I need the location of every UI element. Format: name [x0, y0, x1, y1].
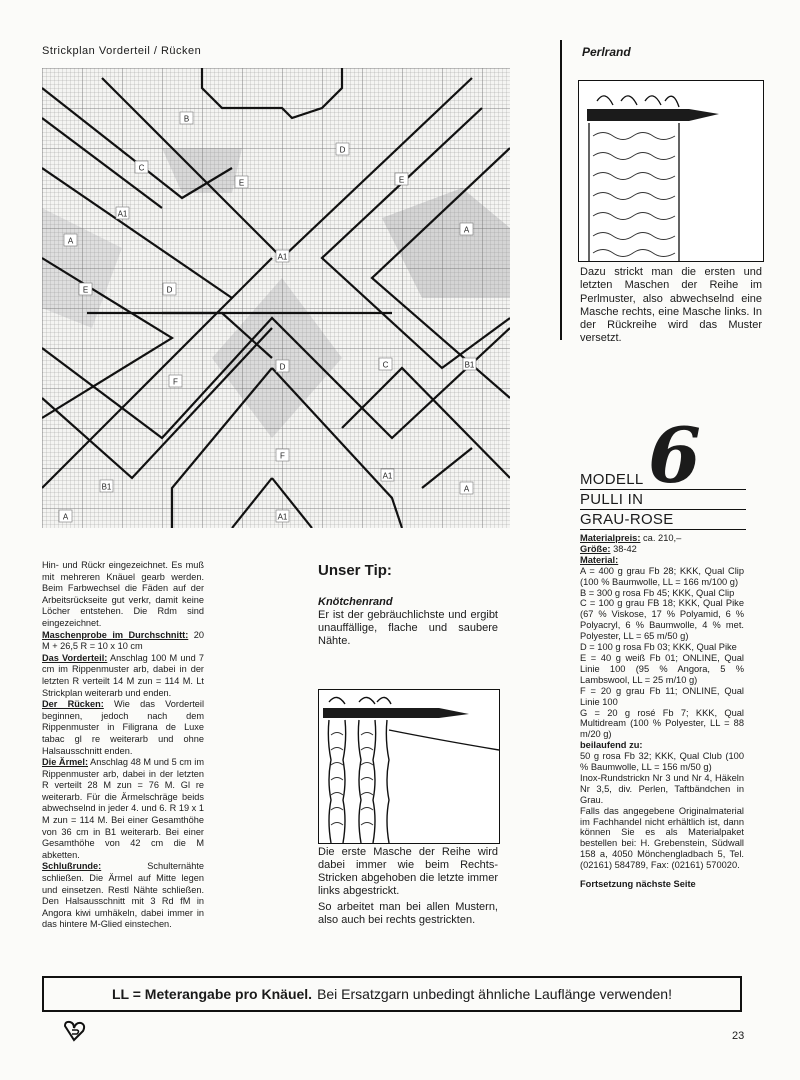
ruecken-text: Wie das Vorderteil beginnen, jedoch nach dem Rippenmuster in Filigrana de Luxe tabac gl re weiterarb und ohne Halsausschnitt enden. — [42, 699, 204, 756]
svg-text:D: D — [279, 362, 286, 372]
knoetchenrand-caption-1: Die erste Masche der Reihe wird dabei immer wie beim Rechts-Stricken abgehoben die letzte immer links abgestrickt. — [318, 846, 498, 897]
materials-list — [580, 533, 744, 890]
maschenprobe-heading: Maschenprobe im Durchschnitt: — [42, 629, 189, 640]
modell-line-1: MODELL — [580, 470, 746, 490]
intro-text: Hin- und Rückr eingezeichnet. Es muß mit mehreren Knäuel gearb werden. Beim Farbwechsel die Fäden auf der Arbeitsrückseite gut verkr, damit keine Löcher entstehen. Die Rdm sind eingezeichnet. — [42, 560, 204, 628]
materialpreis-value: ca. 210,– — [640, 533, 682, 543]
chart-zone-label — [379, 358, 392, 370]
svg-text:C: C — [138, 163, 145, 173]
svg-text:A1: A1 — [117, 209, 128, 219]
chart-zone-label — [79, 283, 92, 295]
svg-text:A: A — [67, 236, 74, 246]
beilaufend-heading: beilaufend zu: — [580, 740, 643, 751]
page-number: 23 — [732, 1030, 745, 1042]
perlrand-illustration — [578, 80, 764, 262]
perlrand-text: Dazu strickt man die ersten und letzten Maschen der Reihe im Perlmuster, also abwechselnd eine Masche rechts, eine Masche links. In der Rückreihe wird das Muster versetzt. — [580, 266, 762, 345]
chart-zone-label — [460, 223, 473, 235]
chart-zone-label — [116, 207, 129, 219]
svg-text:E: E — [82, 285, 89, 295]
material-d: D = 100 g rosa Fb 03; KKK, Qual Pike — [580, 642, 737, 653]
chart-zone-label — [100, 480, 113, 492]
schlussrunde-heading: Schlußrunde: — [42, 861, 102, 872]
material-f: F = 20 g grau Fb 11; ONLINE, Qual Linie 100 — [580, 685, 744, 707]
chart-zone-label — [336, 143, 349, 155]
groesse-value: 38-42 — [610, 543, 637, 554]
perlrand-needle-illustration — [579, 81, 763, 261]
svg-text:A: A — [463, 225, 470, 235]
beilaufend-text: 50 g rosa Fb 32; KKK, Qual Club (100 % Baumwolle, LL = 156 m/50 g) — [580, 751, 744, 773]
svg-text:A: A — [62, 512, 69, 522]
material-b: B = 300 g rosa Fb 45; KKK, Qual Clip — [580, 587, 735, 598]
knitting-needle-illustration — [319, 690, 499, 843]
svg-text:A: A — [463, 484, 470, 494]
publisher-logo — [62, 1020, 88, 1047]
chart-zone-label — [235, 176, 248, 188]
bezugsquelle-text: Falls das angegebene Originalmaterial im Fachhandel nicht erhältlich ist, dann können Sie es als Materialpaket bestellen bei: H. Grebenstein, Südwall 158 a, 4050 Mönchengladbach 5, Tel. (02161) 584789, Fax: (02161) 570020. — [580, 805, 744, 871]
svg-text:A1: A1 — [382, 471, 393, 481]
modell-line-2: PULLI IN — [580, 490, 746, 510]
maschenprobe-text: 20 M + 26,5 R = 10 x 10 cm — [42, 629, 204, 652]
svg-text:E: E — [398, 175, 405, 185]
chart-zone-label — [169, 375, 182, 387]
knoetchenrand-illustration — [318, 689, 500, 844]
ruecken-heading: Der Rücken: — [42, 699, 104, 710]
chart-zone-label — [163, 283, 176, 295]
svg-text:A1: A1 — [277, 512, 288, 522]
svg-text:F: F — [173, 377, 178, 387]
chart-zone-label — [276, 510, 289, 522]
knitting-chart-grid — [42, 68, 510, 528]
chart-zone-label — [395, 173, 408, 185]
svg-text:D: D — [339, 145, 346, 155]
chart-zone-label — [276, 360, 289, 372]
vorderteil-text: Anschlag 100 M und 7 cm im Rippenmuster arb, dabei in der letzten R verteilt 14 M zun = 114 M. Lt Strickplan weiterarb und enden. — [42, 652, 204, 698]
heart-logo-icon — [62, 1020, 88, 1042]
perlrand-title: Perlrand — [582, 45, 631, 59]
modell-heading — [580, 470, 746, 530]
knoetchenrand-text: Er ist der gebräuchlichste und ergibt unauffällige, flache und saubere Nähte. — [318, 609, 498, 647]
knoetchenrand-caption-2: So arbeitet man bei allen Mustern, also auch bei rechts gestrickten. — [318, 901, 498, 926]
svg-text:B1: B1 — [101, 482, 112, 492]
material-a: A = 400 g grau Fb 28; KKK, Qual Clip (100 % Baumwolle, LL = 166 m/100 g) — [580, 565, 744, 587]
fortsetzung-text: Fortsetzung nächste Seite — [580, 879, 696, 890]
chart-zone-label — [460, 482, 473, 494]
aermel-text: Anschlag 48 M und 5 cm im Rippenmuster arb, dabei in der letzten R verteilt 28 M zun = 76 M. Gl re weiterarb. Für die Ärmelschräge beids abwechselnd in jeder 4. und 6. R 19 x 1 M zun = 114 M. Bei einer Gesamthöhe von 36 cm in B1 weiterarb. Bei einer Gesamthöhe von 42 cm die M abketten. — [42, 757, 204, 860]
chart-title: Strickplan Vorderteil / Rücken — [42, 45, 202, 57]
vorderteil-heading: Das Vorderteil: — [42, 652, 108, 663]
column-divider — [560, 40, 562, 340]
svg-text:A1: A1 — [277, 252, 288, 262]
chart-zone-label — [381, 469, 394, 481]
aermel-heading: Die Ärmel: — [42, 757, 89, 768]
material-g: G = 20 g rosé Fb 7; KKK, Qual Multidream (100 % Polyester, LL = 88 m/20 g) — [580, 707, 744, 740]
materialpreis-heading: Materialpreis: — [580, 533, 641, 543]
chart-zone-label — [463, 358, 476, 370]
svg-text:F: F — [280, 451, 285, 461]
material-heading: Material: — [580, 554, 619, 565]
svg-text:B1: B1 — [464, 360, 475, 370]
footer-note — [42, 976, 742, 1012]
modell-line-3: GRAU-ROSE — [580, 510, 746, 530]
knitting-chart — [42, 68, 510, 528]
tip-title: Unser Tip: — [318, 562, 392, 579]
chart-zone-label — [180, 112, 193, 124]
footer-note-text: Bei Ersatzgarn unbedingt ähnliche Lauflänge verwenden! — [317, 986, 672, 1002]
groesse-heading: Größe: — [580, 543, 611, 554]
chart-zone-label — [135, 161, 148, 173]
material-c: C = 100 g grau FB 18; KKK, Qual Pike (67 % Viskose, 17 % Polyamid, 6 % Polyacryl, 6 % Baumwolle, 4 % met. Polyester, LL = 65 m/50 g) — [580, 598, 744, 642]
svg-text:C: C — [382, 360, 389, 370]
knoetchenrand-title: Knötchenrand — [318, 596, 393, 608]
tools-text: Inox-Rundstrickn Nr 3 und Nr 4, Häkeln Nr 3,5, div. Perlen, Taftbändchen in Grau. — [580, 772, 744, 805]
svg-text:E: E — [238, 178, 245, 188]
schlussrunde-text: Schulternähte schließen. Die Ärmel auf Mitte legen und einsetzen. Restl Nähte schließen. Den Halsausschnitt mit 3 Rd fM in Angora kiwi umhäkeln, dabei immer in das hintere M-Glied einstechen. — [42, 861, 204, 930]
footer-note-bold: LL = Meterangabe pro Knäuel. — [112, 986, 313, 1002]
svg-text:B: B — [183, 114, 190, 124]
svg-text:D: D — [166, 285, 173, 295]
chart-zone-label — [276, 250, 289, 262]
chart-zone-label — [64, 234, 77, 246]
instructions-column — [42, 560, 204, 931]
chart-zone-label — [276, 449, 289, 461]
modell-number: 6 — [648, 411, 701, 500]
material-e: E = 40 g weiß Fb 01; ONLINE, Qual Linie 100 (95 % Angora, 5 % Lambswool, LL = 25 m/10 g) — [580, 652, 744, 685]
chart-zone-label — [59, 510, 72, 522]
